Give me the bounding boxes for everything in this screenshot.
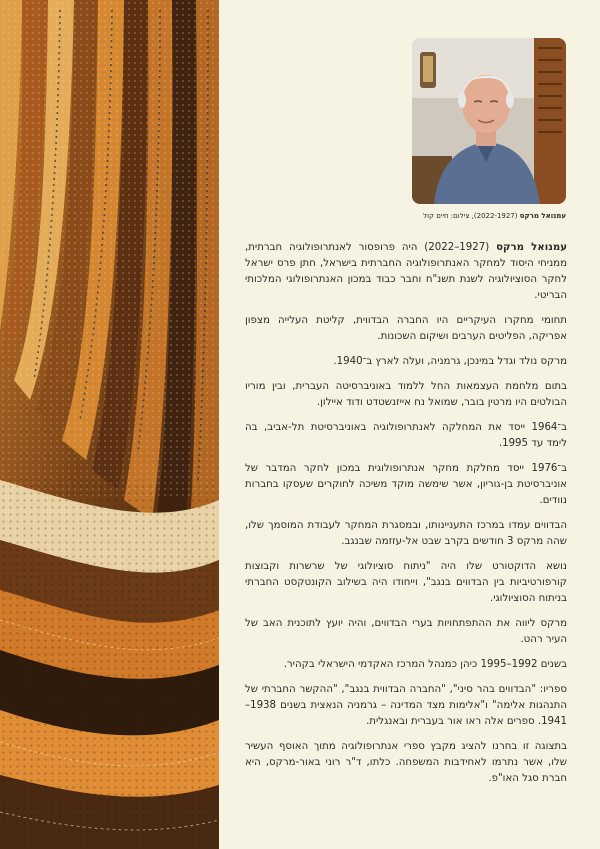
bio-paragraph: מרקס נולד וגדל במינכן, גרמניה, ועלה לארץ ב־1940.	[333, 356, 567, 367]
bio-paragraph-text: (1927–2022) היה פרופסור לאנתרופולוגיה חברתית, ממניחי היסוד למחקר האנתרופולוגיה החברתית בישראל, חתן פרס ישראל לחקר הסוציולוגיה לשנת תשנ"ח וחבר כבוד במכון האנתרופולוגי המלכותי הבריטי.	[245, 242, 567, 301]
bio-paragraph: ספריו: "הבדווים בהר סיני", "החברה הבדווית בנגב", "ההקשר החברתי של התנהגות אלימה" ו"אלימות מצד המדינה – גרמניה הנאצית בשנים 1938–1941. ספרים אלה ראו אור בעברית ובאנגלית.	[245, 684, 567, 727]
bio-lead-name: עמנואל מרקס	[496, 242, 567, 253]
woven-art-graphic	[0, 0, 219, 849]
bio-paragraph: בתום מלחמת העצמאות החל ללמוד באוניברסיטה העברית, ובין מוריו הבולטים היו מרטין בובר, שמואל נח אייזנשטדט ודוד איילון.	[245, 381, 567, 408]
caption-name: עמנואל מרקס	[519, 212, 566, 220]
bio-paragraph: בתצוגה זו בחרנו להציג מקבץ ספרי אנתרופולוגיה מתוך האוסף העשיר שלו, אשר נתרמו לאחידבות המשפחה. כלתו, ד"ר רוני באור-מרקס, היא חברת סגל האו"פ.	[245, 741, 567, 784]
biography-text	[245, 240, 567, 796]
bio-paragraph: נושא הדוקטורט שלו היה "ניתוח סוציולוגי של שרשרות וקבוצות קורפורטיביות בין הבדווים בנגב", וייחודו היה בשילוב הקונטקסט החברתי בניתוח הסוציולוגי.	[245, 561, 567, 604]
portrait-graphic	[412, 38, 566, 204]
woven-art-image	[0, 0, 219, 849]
portrait-photo	[412, 38, 566, 204]
bio-paragraph: תחומי מחקרו העיקריים היו החברה הבדווית, קליטת העלייה מצפון אפריקה, הפליטים הערבים ושיקום השכונות.	[245, 315, 567, 342]
bio-paragraph: ב־1964 ייסד את המחלקה לאנתרופולוגיה באוניברסיטת תל-אביב, בה לימד עד 1995.	[245, 422, 567, 449]
bio-paragraph: ב־1976 ייסד מחלקת מחקר אנתרופולוגית במכון לחקר המדבר של אוניברסיטת בן-גוריון, אשר שימשה מוקד משיכה לחוקרים שעסקו בחברות נוודים.	[245, 463, 567, 506]
bio-paragraph	[245, 240, 567, 304]
photo-caption	[300, 212, 566, 220]
caption-credit: (2022-1927), צילום: חיים קול	[423, 212, 520, 220]
bio-paragraph: בשנים 1992–1995 כיהן כמנהל המרכז האקדמי הישראלי בקהיר.	[283, 659, 567, 670]
bio-paragraph: מרקס ליווה את ההתפתחויות בערי הבדווים, והיה יועץ לתוכנית האב של העיר רהט.	[245, 618, 567, 645]
bio-paragraph: הבדווים עמדו במרכז התעניינותו, ובמסגרת המחקר לעבודת המוסמך שלו, שהה מרקס 3 חודשים בקרב שבט אל-עזזמה שבנגב.	[245, 520, 567, 547]
